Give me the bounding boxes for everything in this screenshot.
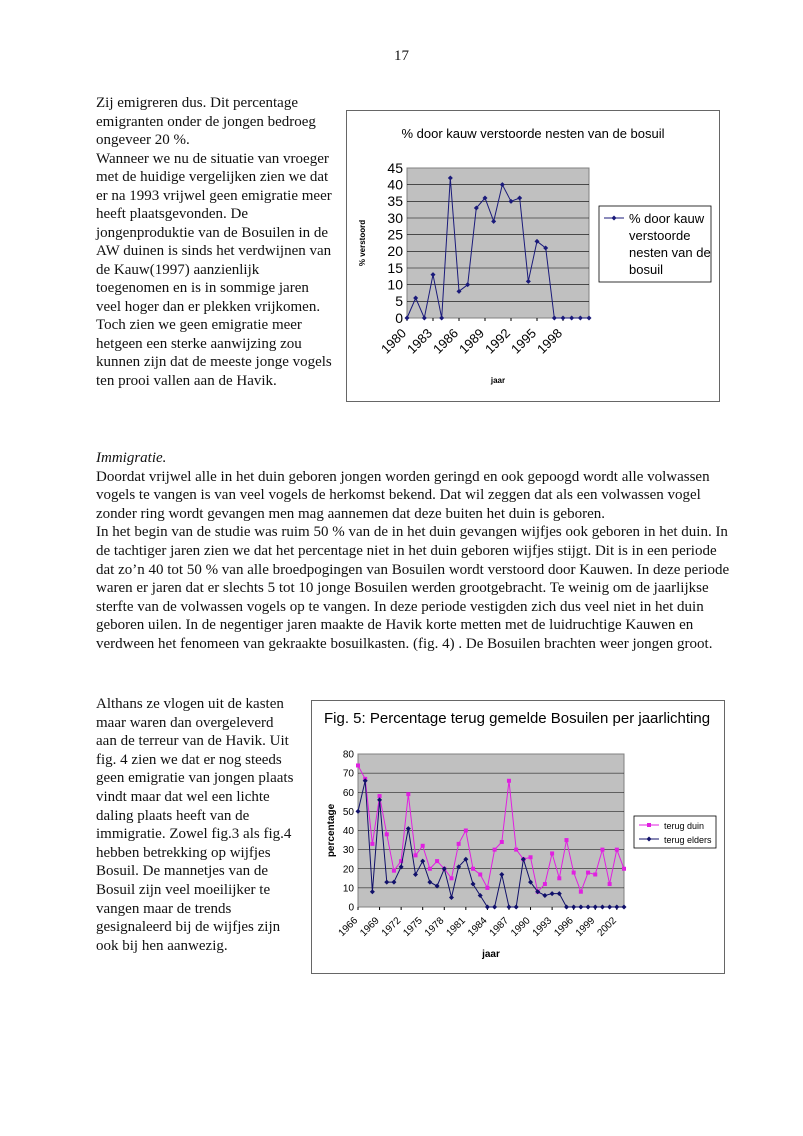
- x-tick-label: 1987: [487, 915, 512, 939]
- paragraph: In het begin van de studie was ruim 50 % van de in het duin gevangen wijfjes ook geboren in het duin. In de tachtiger jaren zien we dat het percentage niet in het duin geboren wijfjes stijgt. Dit is in een periode dat zo’n 40 tot 50 % van alle broedpogingen van Bosuilen wordt verstoord door Kauwen. In deze periode waren er jaren dat er slechts 5 tot 10 jonge Bosuilen werden grootgebracht. Te weinig om de jaarlijkse sterfte van de volwassen vogels op te vangen. In deze periode vestigden zich dus veel niet in het duin geboren uilen. In de negentiger jaren maakte de Havik korte metten met de luidruchtige Kauwen en verdween het fenomeen van gekraakte bosuilkasten. (fig. 4) . De Bosuilen brachten weer jongen groot.: [96, 524, 730, 652]
- y-tick-label: 0: [348, 902, 354, 914]
- x-tick-label: 1984: [466, 915, 490, 939]
- data-point: [356, 763, 360, 767]
- x-tick-label: 1995: [508, 325, 540, 357]
- legend-label: nesten van de: [629, 245, 711, 260]
- y-tick-label: 30: [342, 845, 354, 857]
- x-tick-label: 1981: [444, 915, 468, 939]
- figure-4-chart: [346, 110, 720, 402]
- data-point: [457, 842, 461, 846]
- y-tick-label: 45: [387, 159, 403, 176]
- page-number: 17: [394, 48, 409, 64]
- y-tick-label: 15: [387, 259, 403, 276]
- x-tick-label: 1983: [404, 325, 436, 357]
- chart-title: % door kauw verstoorde nesten van de bosuil: [401, 126, 665, 141]
- legend-marker: [647, 823, 651, 827]
- data-point: [507, 779, 511, 783]
- figure-5-svg: [312, 701, 724, 973]
- figure-5-chart: [311, 700, 725, 974]
- y-tick-label: 40: [387, 176, 403, 193]
- y-tick-label: 25: [387, 226, 403, 243]
- x-tick-label: 1980: [378, 325, 410, 357]
- data-point: [493, 848, 497, 852]
- y-tick-label: 35: [387, 193, 403, 210]
- legend-label: verstoorde: [629, 228, 691, 243]
- x-tick-label: 1990: [509, 915, 533, 939]
- text-column-bottom-left: [96, 695, 296, 955]
- y-tick-label: 5: [395, 293, 403, 310]
- paragraph: Althans ze vlogen uit de kasten maar waren dan overgeleverd aan de terreur van de Havik. Uit fig. 4 zien we dat er nog steeds geen emigratie van jongen plaats vindt maar dat wel een lichte daling plaats heeft van de immigratie. Zowel fig.3 als fig.4 hebben betrekking op wijfjes Bosuil. De mannetjes van de Bosuil zijn veel moeilijker te vangen maar de trends gesignaleerd bij de wijfjes zijn ook bij hen aanwezig.: [96, 696, 294, 954]
- data-point: [485, 886, 489, 890]
- legend-label: terug elders: [664, 835, 712, 845]
- x-tick-label: 2002: [595, 915, 619, 939]
- y-tick-label: 20: [342, 864, 354, 876]
- plot-area: [407, 168, 589, 318]
- legend-label: bosuil: [629, 262, 663, 277]
- immigratie-section: [96, 449, 736, 654]
- x-tick-label: 1992: [482, 325, 514, 357]
- data-point: [500, 840, 504, 844]
- y-tick-label: 70: [342, 768, 354, 780]
- y-tick-label: 60: [342, 787, 354, 799]
- y-tick-label: 50: [342, 806, 354, 818]
- y-tick-label: 30: [387, 209, 403, 226]
- data-point: [414, 853, 418, 857]
- data-point: [600, 848, 604, 852]
- y-tick-label: 10: [387, 276, 403, 293]
- data-point: [529, 855, 533, 859]
- paragraph: Doordat vrijwel alle in het duin geboren jongen worden geringd en ook gepoogd wordt alle volwassen vogels te vangen is van veel vogels de herkomst bekend. Dat wil zeggen dat als een volwassen vogel zonder ring wordt gevangen men mag aannemen dat deze buiten het duin is geboren.: [96, 468, 710, 522]
- section-heading: Immigratie.: [96, 450, 167, 466]
- x-tick-label: 1975: [401, 915, 425, 939]
- x-tick-label: 1996: [552, 915, 576, 939]
- data-point: [478, 872, 482, 876]
- data-point: [608, 882, 612, 886]
- data-point: [421, 844, 425, 848]
- x-tick-label: 1966: [336, 915, 361, 939]
- data-point: [406, 792, 410, 796]
- data-point: [471, 867, 475, 871]
- x-tick-label: 1998: [534, 325, 566, 357]
- data-point: [593, 872, 597, 876]
- y-tick-label: 20: [387, 243, 403, 260]
- data-point: [550, 851, 554, 855]
- x-tick-label: 1999: [573, 915, 598, 939]
- y-tick-label: 0: [395, 309, 403, 326]
- x-tick-label: 1989: [456, 325, 488, 357]
- data-point: [464, 829, 468, 833]
- x-tick-label: 1978: [422, 915, 447, 939]
- data-point: [615, 848, 619, 852]
- legend-label: % door kauw: [629, 211, 705, 226]
- data-point: [449, 876, 453, 880]
- data-point: [564, 838, 568, 842]
- data-point: [572, 871, 576, 875]
- y-axis-label: percentage: [326, 803, 337, 858]
- paragraph: Wanneer we nu de situatie van vroeger met de huidige vergelijken zien we dat er na 1993 vrijwel geen emigratie meer heeft plaatsgevonden. De jongenproduktie van de Bosuilen in de AW duinen is sinds het verdwijnen van de Kauw(1997) aanzienlijk toegenomen en is in sommige jaren veel hoger dan er plekken vrijkomen. Toch zien we geen emigratie meer hetgeen een sterke aanwijzing zou kunnen zijn dat de meeste jonge vogels ten prooi vallen aan de Havik.: [96, 150, 332, 389]
- chart-title: Fig. 5: Percentage terug gemelde Bosuilen per jaarlichting: [324, 710, 711, 727]
- x-axis-label: jaar: [482, 949, 500, 960]
- data-point: [428, 867, 432, 871]
- figure-4-svg: [347, 111, 719, 401]
- y-tick-label: 40: [342, 826, 354, 837]
- text-column-top-left: [96, 94, 336, 390]
- data-point: [392, 869, 396, 873]
- x-axis-label: jaar: [490, 376, 506, 385]
- data-point: [622, 867, 626, 871]
- data-point: [557, 876, 561, 880]
- data-point: [370, 842, 374, 846]
- y-tick-label: 80: [342, 749, 354, 761]
- data-point: [385, 832, 389, 836]
- x-tick-label: 1972: [379, 915, 404, 939]
- data-point: [586, 871, 590, 875]
- data-point: [435, 859, 439, 863]
- data-point: [543, 882, 547, 886]
- legend-label: terug duin: [664, 821, 705, 831]
- y-axis-label: % verstoord: [358, 219, 367, 267]
- x-tick-label: 1986: [430, 325, 462, 357]
- paragraph: Zij emigreren dus. Dit percentage emigranten onder de jongen bedroeg ongeveer 20 %.: [96, 95, 316, 148]
- x-tick-label: 1993: [530, 915, 555, 939]
- data-point: [514, 848, 518, 852]
- data-point: [579, 890, 583, 894]
- x-tick-label: 1969: [358, 915, 382, 939]
- y-tick-label: 10: [342, 883, 354, 895]
